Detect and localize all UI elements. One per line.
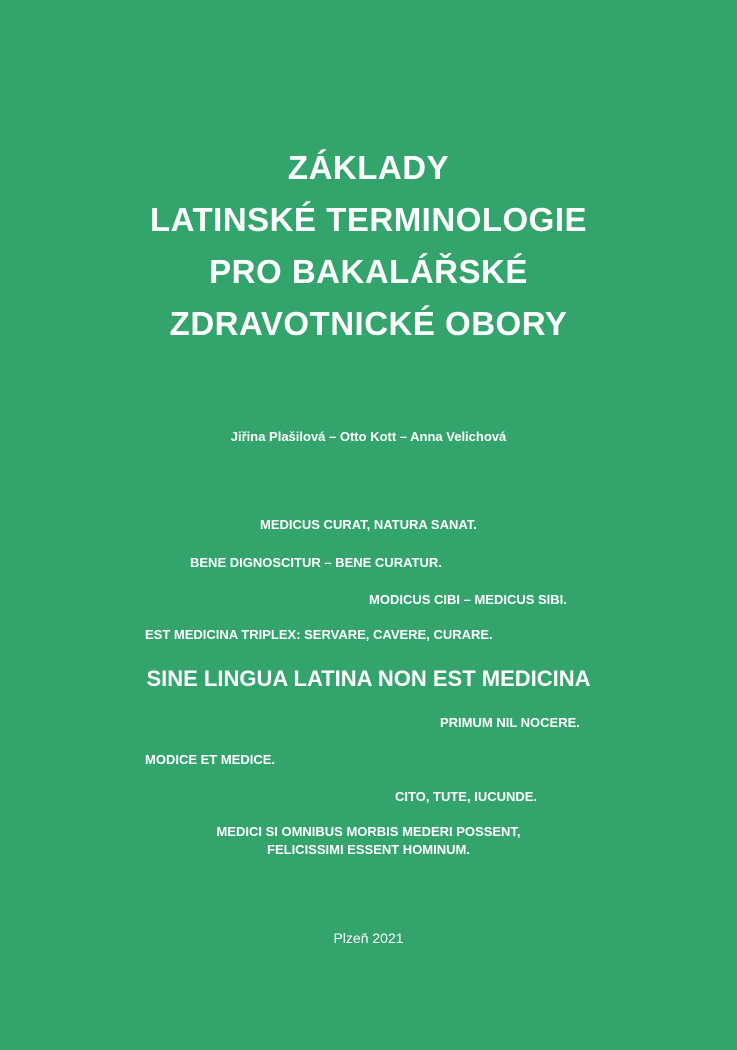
title-line-2: LATINSKÉ TERMINOLOGIE (149, 201, 588, 238)
quote-medicus-curat: MEDICUS CURAT, NATURA SANAT. (260, 517, 477, 532)
authors: Jiřina Plašilová – Otto Kott – Anna Velichová (230, 429, 507, 444)
book-title (0, 142, 737, 350)
quote-bene-dignoscitur: BENE DIGNOSCITUR – BENE CURATUR. (190, 555, 442, 570)
quote-medici-si-omnibus (0, 823, 737, 859)
place-year: Plzeň 2021 (333, 930, 404, 946)
motto: SINE LINGUA LATINA NON EST MEDICINA (146, 666, 591, 691)
title-line-1: ZÁKLADY (287, 149, 450, 186)
quote-medici-line-1: MEDICI SI OMNIBUS MORBIS MEDERI POSSENT, (216, 824, 521, 839)
quote-est-medicina-triplex: EST MEDICINA TRIPLEX: SERVARE, CAVERE, CURARE. (145, 627, 493, 642)
title-line-4: ZDRAVOTNICKÉ OBORY (169, 305, 568, 342)
quote-medici-line-2: FELICISSIMI ESSENT HOMINUM. (267, 842, 470, 857)
quote-primum-nil-nocere: PRIMUM NIL NOCERE. (440, 715, 580, 730)
title-line-3: PRO BAKALÁŘSKÉ (209, 253, 528, 290)
quote-modicus-cibi: MODICUS CIBI – MEDICUS SIBI. (369, 592, 567, 607)
quote-modice-et-medice: MODICE ET MEDICE. (145, 752, 276, 767)
quote-cito-tute-iucunde: CITO, TUTE, IUCUNDE. (395, 789, 538, 804)
